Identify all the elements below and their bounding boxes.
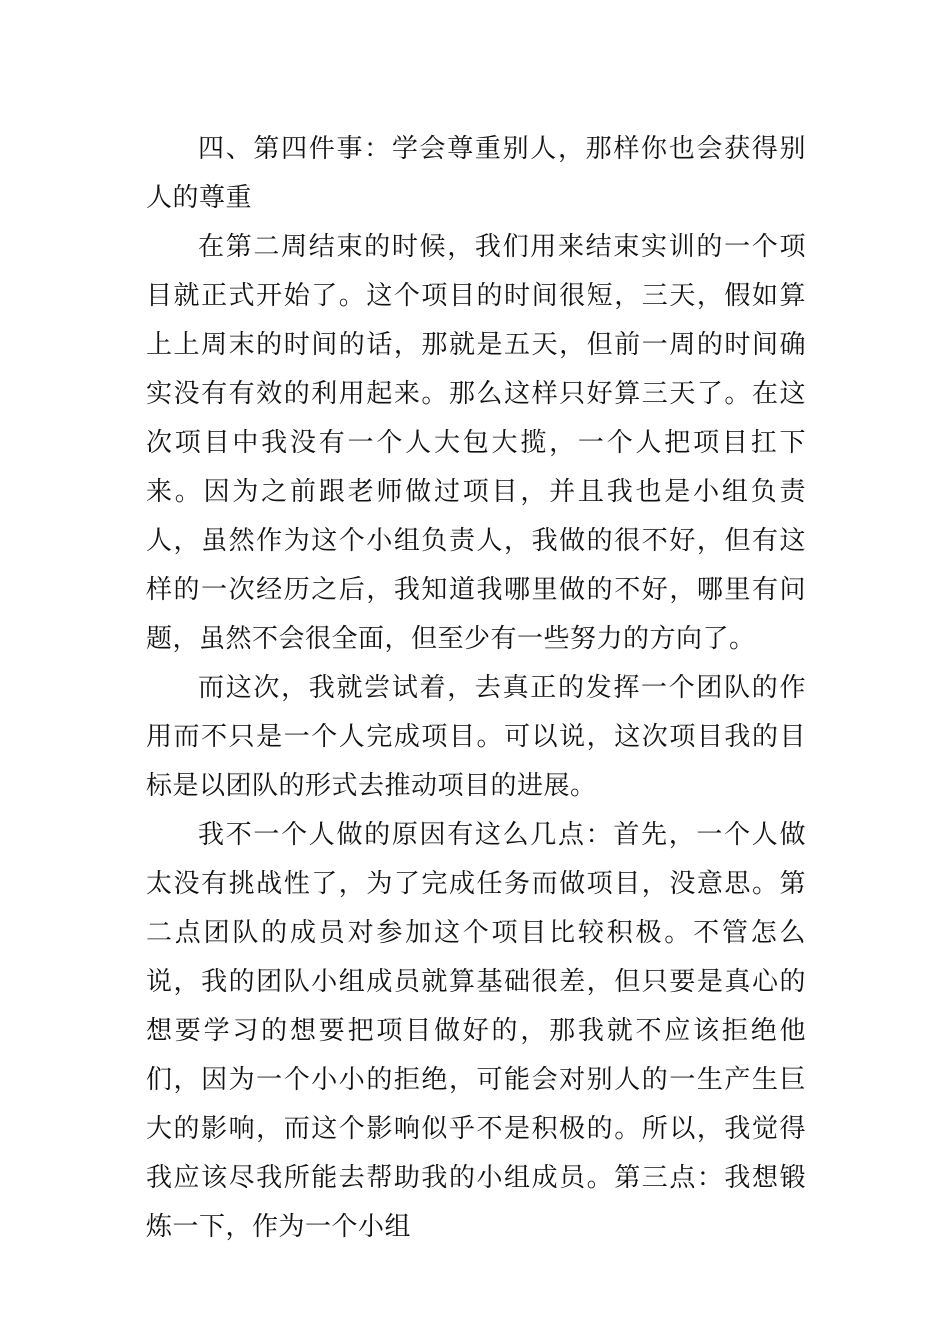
body-paragraph-project-start: 在第二周结束的时候，我们用来结束实训的一个项目就正式开始了。这个项目的时间很短，三天，假如算上上周末的时间的话，那就是五天，但前一周的时间确实没有有效的利用起来。那么这样只好算三天了。在这次项目中我没有一个人大包大揽，一个人把项目扛下来。因为之前跟老师做过项目，并且我也是小组负责人，虽然作为这个小组负责人，我做的很不好，但有这样的一次经历之后，我知道我哪里做的不好，哪里有问题，虽然不会很全面，但至少有一些努力的方向了。 bbox=[146, 232, 806, 654]
body-paragraph-reasons: 我不一个人做的原因有这么几点：首先，一个人做太没有挑战性了，为了完成任务而做项目，没意思。第二点团队的成员对参加这个项目比较积极。不管怎么说，我的团队小组成员就算基础很差，但只要是真心的想要学习的想要把项目做好的，那我就不应该拒绝他们，因为一个小小的拒绝，可能会对别人的一生产生巨大的影响，而这个影响似乎不是积极的。所以，我觉得我应该尽我所能去帮助我的小组成员。第三点：我想锻炼一下，作为一个小组 bbox=[146, 820, 806, 1242]
document-body bbox=[146, 125, 806, 1252]
heading-paragraph: 四、第四件事：学会尊重别人，那样你也会获得别人的尊重 bbox=[146, 134, 806, 213]
body-paragraph-team-goal: 而这次，我就尝试着，去真正的发挥一个团队的作用而不只是一个人完成项目。可以说，这次项目我的目标是以团队的形式去推动项目的进展。 bbox=[146, 673, 806, 801]
